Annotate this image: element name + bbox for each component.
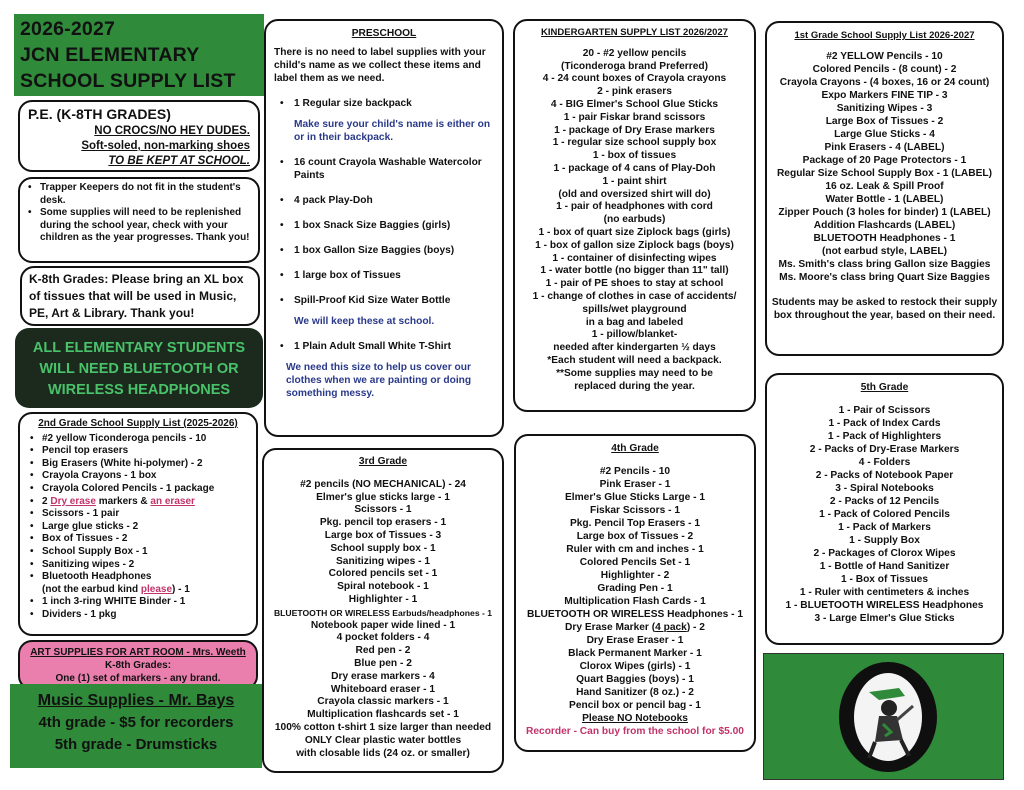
list-item: 1 - Ruler with centimeters & inches bbox=[799, 587, 970, 598]
note-item: • Some supplies will need to be replenished during the school year, check with your children as the year progresses. Thank you! bbox=[28, 207, 252, 245]
art-supplies-box bbox=[18, 640, 258, 690]
list-item: Water Bottle - 1 (LABEL) bbox=[825, 194, 944, 205]
list-item: (no earbuds) bbox=[603, 214, 666, 226]
list-item: replaced during the year. bbox=[574, 380, 695, 392]
list-item: • Dividers - 1 pkg bbox=[28, 609, 248, 622]
list-item: Notebook paper wide lined - 1 bbox=[310, 619, 456, 631]
list-item: **Some supplies may need to be bbox=[556, 367, 713, 379]
list-item: 2 - Packages of Clorox Wipes bbox=[813, 548, 956, 559]
list-item: 100% cotton t-shirt 1 size larger than needed bbox=[274, 721, 492, 733]
list-item: 1 - Pack of Index Cards bbox=[828, 418, 941, 429]
list-item: Package of 20 Page Protectors - 1 bbox=[802, 155, 967, 166]
recorder-note: Recorder - Can buy from the school for $5.00 bbox=[526, 726, 744, 737]
list-item: (Ticonderoga brand Preferred) bbox=[561, 60, 708, 72]
list-item: Spiral notebook - 1 bbox=[337, 581, 429, 593]
dry-erase-link[interactable]: Dry erase bbox=[50, 495, 96, 507]
list-item: • Large glue sticks - 2 bbox=[28, 521, 248, 534]
pe-line3: TO BE KEPT AT SCHOOL. bbox=[108, 155, 250, 167]
art-grades: K-8th Grades: bbox=[104, 660, 172, 671]
list-item: BLUETOOTH Headphones - 1 bbox=[813, 233, 956, 244]
fourth-grade-list-2 bbox=[520, 634, 750, 712]
list-item: 1 - box of gallon size Ziplock bags (boys) bbox=[535, 239, 734, 251]
list-item: 1 - regular size school supply box bbox=[552, 137, 717, 149]
list-item: Whiteboard eraser - 1 bbox=[330, 683, 436, 695]
list-item: 2 - pink erasers bbox=[597, 86, 672, 98]
first-grade-list bbox=[771, 50, 998, 284]
preschool-heading: PRESCHOOL bbox=[351, 28, 417, 39]
music-fifth: 5th grade - Drumsticks bbox=[54, 736, 218, 753]
list-item: Sanitizing wipes - 1 bbox=[336, 555, 430, 567]
list-item: 3 - Large Elmer's Glue Sticks bbox=[814, 613, 955, 624]
pe-line1: NO CROCS/NO HEY DUDES. bbox=[94, 125, 250, 137]
list-item: • 1 Plain Adult Small White T-Shirt bbox=[274, 340, 494, 353]
list-item: Crayola Crayons - (4 boxes, 16 or 24 count) bbox=[779, 77, 990, 88]
list-item: • Sanitizing wipes - 2 bbox=[28, 559, 248, 572]
music-heading: Music Supplies - Mr. Bays bbox=[37, 692, 235, 709]
fourth-grade-heading: 4th Grade bbox=[611, 443, 659, 454]
list-item: • Pencil top erasers bbox=[28, 445, 248, 458]
list-item: *Each student will need a backpack. bbox=[547, 354, 722, 366]
fifth-grade-box bbox=[765, 373, 1004, 645]
preschool-box bbox=[264, 19, 504, 437]
list-item: Regular Size School Supply Box - 1 (LABEL) bbox=[776, 168, 993, 179]
third-grade-heading: 3rd Grade bbox=[358, 456, 408, 467]
list-item: 1 - container of disinfecting wipes bbox=[552, 252, 717, 264]
list-item: • 1 inch 3-ring WHITE Binder - 1 bbox=[28, 596, 248, 609]
list-item: • #2 yellow Ticonderoga pencils - 10 bbox=[28, 433, 248, 446]
list-item: Large Glue Sticks - 4 bbox=[834, 129, 935, 140]
list-item: Quart Baggies (boys) - 1 bbox=[576, 674, 694, 685]
list-item: 16 oz. Leak & Spill Proof bbox=[825, 181, 944, 192]
title-school: JCN ELEMENTARY bbox=[20, 44, 200, 66]
list-item: Fiskar Scissors - 1 bbox=[589, 505, 681, 516]
list-item: Black Permanent Marker - 1 bbox=[568, 648, 702, 659]
list-item: Crayola classic markers - 1 bbox=[317, 696, 449, 708]
pe-heading: P.E. (K-8TH GRADES) bbox=[28, 106, 171, 122]
list-item: Zipper Pouch (3 holes for binder) 1 (LABEL) bbox=[778, 207, 991, 218]
list-item: ONLY Clear plastic water bottles bbox=[304, 734, 462, 746]
list-item: 1 - pillow/blanket- bbox=[591, 329, 678, 341]
note-item: • Trapper Keepers do not fit in the student's desk. bbox=[28, 182, 252, 207]
list-item: 2 - Packs of Dry-Erase Markers bbox=[809, 444, 960, 455]
list-item: Pink Erasers - 4 (LABEL) bbox=[824, 142, 945, 153]
list-item: Ms. Moore's class bring Quart Size Baggies bbox=[779, 272, 990, 283]
list-item: Pkg. pencil top erasers - 1 bbox=[319, 517, 447, 529]
list-item: • Spill-Proof Kid Size Water Bottle bbox=[274, 294, 494, 307]
list-item: Ruler with cm and inches - 1 bbox=[566, 544, 704, 555]
music-supplies-box bbox=[10, 684, 262, 768]
list-item: BLUETOOTH OR WIRELESS Earbuds/headphones - 1 bbox=[273, 607, 493, 618]
list-item: 1 - Pack of Colored Pencils bbox=[819, 509, 950, 520]
mascot-logo-panel bbox=[763, 653, 1004, 780]
list-item: Elmer's glue sticks large - 1 bbox=[316, 491, 450, 503]
dry-erase-pre: 2 bbox=[42, 495, 51, 507]
list-item: Blue pen - 2 bbox=[354, 657, 412, 669]
list-item: Scissors - 1 bbox=[354, 504, 412, 516]
list-item: needed after kindergarten ½ days bbox=[553, 342, 716, 354]
preschool-intro: There is no need to label supplies with your child's name as we collect these items and label them as we need. bbox=[274, 47, 486, 84]
list-item: 4 - BIG Elmer's School Glue Sticks bbox=[550, 98, 719, 110]
list-item: spills/wet playground bbox=[582, 303, 687, 315]
list-item: #2 pencils (NO MECHANICAL) - 24 bbox=[300, 478, 466, 490]
list-item: BLUETOOTH OR WIRELESS Headphones - 1 bbox=[526, 609, 744, 620]
list-item: 1 - pair Fiskar brand scissors bbox=[563, 111, 706, 123]
headphone-note-post: ) - 1 bbox=[172, 583, 190, 595]
title-list: SCHOOL SUPPLY LIST bbox=[20, 70, 236, 92]
list-item: Pkg. Pencil Top Erasers - 1 bbox=[569, 518, 701, 529]
list-item: Large Box of Tissues - 2 bbox=[825, 116, 944, 127]
music-fourth: 4th grade - $5 for recorders bbox=[38, 714, 234, 731]
list-item: Highlighter - 1 bbox=[348, 593, 418, 605]
list-item: 1 - pair of headphones with cord bbox=[556, 201, 713, 213]
preschool-note: We need this size to help us cover our clothes when we are painting or doing something messy. bbox=[286, 362, 472, 399]
list-item: • 1 large box of Tissues bbox=[274, 269, 494, 282]
list-item: Colored Pencils - (8 count) - 2 bbox=[812, 64, 957, 75]
headphone-note bbox=[28, 584, 248, 597]
list-item: 1 - Pack of Markers bbox=[838, 522, 931, 533]
mascot-logo-icon bbox=[839, 662, 937, 772]
list-item: • 4 pack Play-Doh bbox=[274, 194, 494, 207]
list-item: Large box of Tissues - 2 bbox=[576, 531, 694, 542]
list-item: Grading Pen - 1 bbox=[597, 583, 673, 594]
tissues-note: K-8th Grades: Please bring an XL box of tissues that will be used in Music, PE, Art & Library. Thank you! bbox=[29, 272, 244, 320]
second-grade-box bbox=[18, 412, 258, 636]
list-item: Large box of Tissues - 3 bbox=[324, 529, 442, 541]
pe-box bbox=[18, 100, 260, 172]
list-item: 3 - Spiral Notebooks bbox=[835, 483, 934, 494]
third-grade-box bbox=[262, 448, 504, 773]
kindergarten-list bbox=[519, 48, 750, 394]
first-grade-note: Students may be asked to restock their supply box throughout the year, based on their need. bbox=[771, 297, 998, 321]
list-item: • Bluetooth Headphones bbox=[28, 571, 248, 584]
list-item: #2 Pencils - 10 bbox=[599, 466, 671, 477]
list-item: • Crayola Colored Pencils - 1 package bbox=[28, 483, 248, 496]
list-item: 4 - 24 count boxes of Crayola crayons bbox=[542, 73, 727, 85]
list-item: 2 - Packs of 12 Pencils bbox=[829, 496, 940, 507]
list-item: Clorox Wipes (girls) - 1 bbox=[579, 661, 691, 672]
list-item: • 1 box Gallon Size Baggies (boys) bbox=[274, 244, 494, 257]
list-item: 1 - Box of Tissues bbox=[841, 574, 928, 585]
list-item: Hand Sanitizer (8 oz.) - 2 bbox=[576, 687, 694, 698]
list-item: (old and oversized shirt will do) bbox=[558, 188, 711, 200]
list-item: 1 - change of clothes in case of accidents/ bbox=[532, 290, 737, 302]
list-item: • 1 box Snack Size Baggies (girls) bbox=[274, 219, 494, 232]
list-item: • School Supply Box - 1 bbox=[28, 546, 248, 559]
list-item: Highlighter - 2 bbox=[600, 570, 670, 581]
list-item: 1 - box of tissues bbox=[592, 150, 677, 162]
list-item: 1 - Pair of Scissors bbox=[838, 405, 931, 416]
fifth-grade-list bbox=[771, 404, 998, 625]
bluetooth-banner-text: ALL ELEMENTARY STUDENTS WILL NEED BLUETOOTH OR WIRELESS HEADPHONES bbox=[32, 340, 246, 398]
list-item: 1 - pair of PE shoes to stay at school bbox=[545, 278, 724, 290]
dry-erase-mid: markers & bbox=[95, 495, 151, 507]
list-item: 2 - Packs of Notebook Paper bbox=[815, 470, 954, 481]
list-item: 1 - BLUETOOTH WIRELESS Headphones bbox=[785, 600, 984, 611]
art-heading: ART SUPPLIES FOR ART ROOM - Mrs. Weeth bbox=[30, 647, 246, 658]
please-link[interactable]: please bbox=[140, 583, 173, 595]
title-block bbox=[14, 14, 264, 96]
list-item: 4 - Folders bbox=[858, 457, 911, 468]
fifth-grade-heading: 5th Grade bbox=[860, 382, 909, 393]
list-item: Multiplication Flash Cards - 1 bbox=[564, 596, 706, 607]
title-year: 2026-2027 bbox=[20, 18, 116, 40]
list-item: 1 - package of 4 cans of Play-Doh bbox=[553, 162, 716, 174]
list-item: 1 - Pack of Highlighters bbox=[827, 431, 942, 442]
general-notes-box bbox=[18, 177, 260, 263]
first-grade-heading: 1st Grade School Supply List 2026-2027 bbox=[794, 30, 975, 41]
list-item: • 1 Regular size backpack bbox=[274, 97, 494, 110]
list-item: Colored pencils set - 1 bbox=[328, 568, 438, 580]
list-item: 1 - Bottle of Hand Sanitizer bbox=[819, 561, 950, 572]
first-grade-box bbox=[765, 21, 1004, 356]
list-item: Elmer's Glue Sticks Large - 1 bbox=[564, 492, 705, 503]
kindergarten-heading: KINDERGARTEN SUPPLY LIST 2026/2027 bbox=[541, 27, 728, 38]
headphone-note-pre: (not the earbud kind bbox=[42, 583, 141, 595]
list-item: Multiplication flashcards set - 1 bbox=[307, 709, 459, 721]
preschool-note: We will keep these at school. bbox=[294, 316, 435, 327]
art-markers: One (1) set of markers - any brand. bbox=[55, 673, 221, 684]
eraser-link[interactable]: an eraser bbox=[150, 495, 195, 507]
list-item: #2 YELLOW Pencils - 10 bbox=[826, 51, 943, 62]
list-item: Dry erase markers - 4 bbox=[331, 670, 435, 682]
list-item: (not earbud style, LABEL) bbox=[821, 246, 948, 257]
bluetooth-banner bbox=[15, 328, 263, 408]
list-item: Expo Markers FINE TIP - 3 bbox=[821, 90, 948, 101]
list-item: • Box of Tissues - 2 bbox=[28, 533, 248, 546]
list-item-dry-erase bbox=[28, 496, 248, 509]
tissues-note-box bbox=[20, 266, 260, 326]
list-item: Dry Erase Eraser - 1 bbox=[586, 635, 684, 646]
list-item: Addition Flashcards (LABEL) bbox=[813, 220, 956, 231]
list-item: Red pen - 2 bbox=[355, 645, 411, 657]
list-item: Ms. Smith's class bring Gallon size Baggies bbox=[778, 259, 991, 270]
pe-line2: Soft-soled, non-marking shoes bbox=[81, 140, 250, 152]
list-item: Pink Eraser - 1 bbox=[599, 479, 671, 490]
fourth-grade-list bbox=[520, 465, 750, 621]
list-item: • 16 count Crayola Washable Watercolor Paints bbox=[274, 156, 494, 182]
no-notebooks-note: Please NO Notebooks bbox=[582, 713, 688, 724]
list-item: 1 - paint shirt bbox=[602, 175, 667, 187]
list-item: 1 - package of Dry Erase markers bbox=[554, 124, 715, 136]
list-item: in a bag and labeled bbox=[585, 316, 684, 328]
list-item: Pencil box or pencil bag - 1 bbox=[569, 700, 701, 711]
list-item: 20 - #2 yellow pencils bbox=[582, 47, 687, 59]
list-item-dry-erase bbox=[520, 621, 750, 634]
dry-erase-pre: Dry Erase Marker ( bbox=[565, 622, 656, 633]
list-item: Colored Pencils Set - 1 bbox=[579, 557, 691, 568]
list-item: School supply box - 1 bbox=[330, 542, 436, 554]
list-item: • Scissors - 1 pair bbox=[28, 508, 248, 521]
kindergarten-box bbox=[513, 19, 756, 412]
list-item: Sanitizing Wipes - 3 bbox=[836, 103, 933, 114]
dry-erase-pack: 4 pack bbox=[655, 622, 687, 633]
fourth-grade-box bbox=[514, 434, 756, 752]
list-item: • Big Erasers (White hi-polymer) - 2 bbox=[28, 458, 248, 471]
list-item: 1 - water bottle (no bigger than 11" tall) bbox=[540, 265, 729, 277]
list-item: 4 pocket folders - 4 bbox=[336, 632, 430, 644]
list-item: • Crayola Crayons - 1 box bbox=[28, 470, 248, 483]
dry-erase-post: ) - 2 bbox=[686, 622, 705, 633]
list-item: with closable lids (24 oz. or smaller) bbox=[296, 747, 470, 759]
list-item: 1 - Supply Box bbox=[849, 535, 920, 546]
second-grade-heading: 2nd Grade School Supply List (2025-2026) bbox=[38, 418, 238, 429]
list-item: 1 - box of quart size Ziplock bags (girls) bbox=[538, 226, 731, 238]
preschool-note: Make sure your child's name is either on or in their backpack. bbox=[294, 119, 491, 143]
